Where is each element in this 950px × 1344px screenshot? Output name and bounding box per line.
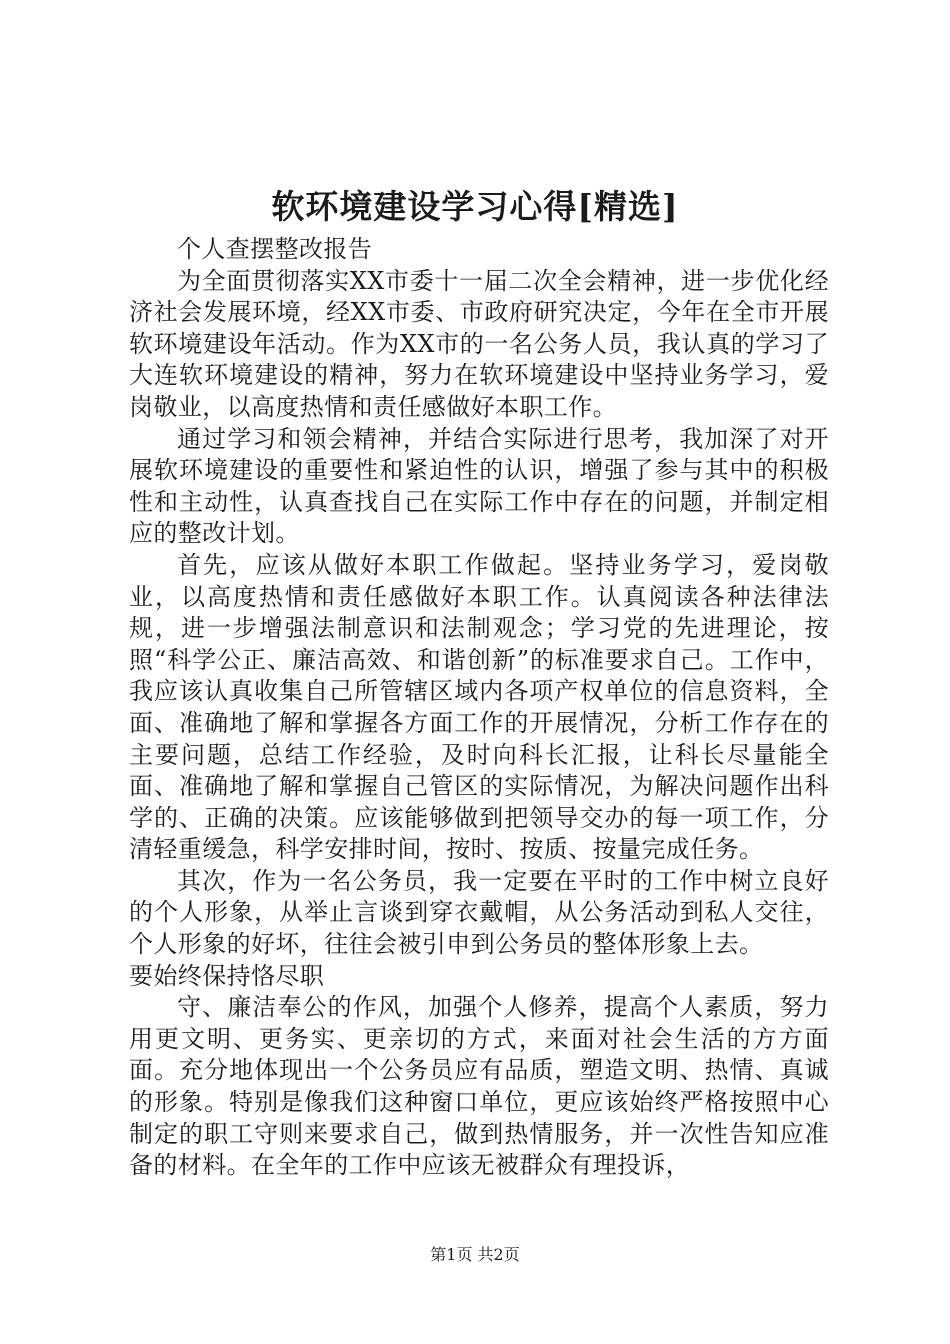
paragraph-reflection: 通过学习和领会精神，并结合实际进行思考，我加深了对开展软环境建设的重要性和紧迫性的认识，增强了参与其中的积极性和主动性，认真查找自己在实际工作中存在的问题，并制定相应的整改计划。: [129, 424, 829, 548]
paragraph-first: 首先，应该从做好本职工作做起。坚持业务学习，爱岗敬业，以高度热情和责任感做好本职工作。认真阅读各种法律法规，进一步增强法制意识和法制观念；学习党的先进理论，按照“科学公正、廉洁高效、和谐创新”的标准要求自己。工作中，我应该认真收集自己所管辖区域内各项产权单位的信息资料，全面、准确地了解和掌握各方面工作的开展情况，分析工作存在的主要问题，总结工作经验，及时向科长汇报，让科长尽量能全面、准确地了解和掌握自己管区的实际情况，为解决问题作出科学的、正确的决策。应该能够做到把领导交办的每一项工作，分清轻重缓急，科学安排时间，按时、按质、按量完成任务。: [129, 550, 829, 864]
paragraph-intro: 为全面贯彻落实XX市委十一届二次全会精神，进一步优化经济社会发展环境，经XX市委、市政府研究决定，今年在全市开展软环境建设年活动。作为XX市的一名公务人员，我认真的学习了大连软环境建设的精神，努力在软环境建设中坚持业务学习，爱岗敬业，以高度热情和责任感做好本职工作。: [129, 266, 829, 421]
paragraph-continuation: 守、廉洁奉公的作风，加强个人修养，提高个人素质，努力用更文明、更务实、更亲切的方式，来面对社会生活的方方面面。充分地体现出一个公务员应有品质，塑造文明、热情、真诚的形象。特别是像我们这种窗口单位，更应该始终严格按照中心制定的职工守则来要求自己，做到热情服务，并一次性告知应准备的材料。在全年的工作中应该无被群众有理投诉，: [129, 993, 829, 1180]
document-body: [129, 234, 829, 1182]
document-title: 软环境建设学习心得[精选]: [271, 187, 679, 226]
paragraph-subtitle: 个人查摆整改报告: [177, 235, 373, 263]
page-number-footer: 第1页 共2页: [430, 1245, 520, 1264]
paragraph-fragment: 要始终保持恪尽职: [129, 961, 325, 990]
paragraph-second: 其次，作为一名公务员，我一定要在平时的工作中树立良好的个人形象，从举止言谈到穿衣戴帽，从公务活动到私人交往，个人形象的好坏，往往会被引申到公务员的整体形象上去。: [129, 866, 829, 959]
